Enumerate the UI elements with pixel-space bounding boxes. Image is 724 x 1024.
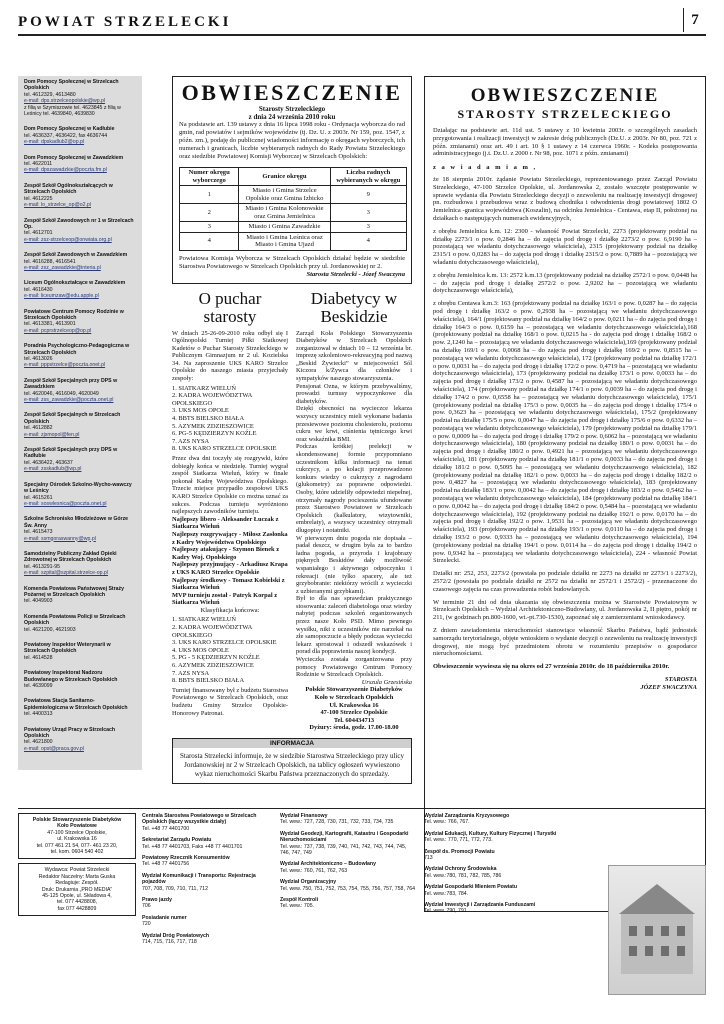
contact-group (280, 879, 416, 892)
contact-dept: Wydział Geodezji, Kartografii, Katastru i Gospodarki Nieruchomościami (280, 830, 409, 844)
list-item (24, 79, 136, 117)
obwieszczenie2-subtitle: STAROSTY STRZELECKIEGO (457, 107, 673, 121)
institution-phone: tel. 4613381, 4613901 (24, 321, 76, 328)
list-item (24, 586, 136, 605)
publisher-box (18, 863, 136, 916)
institution-phone: tel. 4615261 (24, 494, 53, 501)
list-item (24, 412, 136, 438)
team-item: 2. KADRA WOJEWÓDZTWA OPOLSKIEGO (172, 392, 252, 407)
contact-group (424, 813, 564, 826)
institution-phone: tel. 4615473 (24, 529, 53, 536)
obwieszczenie-road (424, 76, 706, 915)
institution-email: e-mail: pppstrzelce@poczta.onet.pl (24, 362, 106, 369)
diabetycy-p7: Wycieczka została zorganizowana przy pomocy Powiatowego Centrum Pomocy Rodzinie w Strzelcach Opolskich. (296, 656, 412, 679)
contact-group (142, 933, 270, 946)
list-item (24, 309, 136, 335)
diabetycy-hours: Dyżury: środa, godz. 17.00-18.00 (309, 724, 399, 732)
publisher-line: Wydawca: Powiat Strzelecki (44, 867, 110, 874)
publisher-line: Redaktor Naczelny: Marta Guska (38, 873, 116, 880)
institution-email: e-mail: pcprstrzelceop@op.pl (24, 327, 92, 334)
list-item (24, 252, 136, 271)
institution-email: e-mail: opst@praca.gov.pl (24, 745, 84, 752)
list-item (24, 614, 136, 633)
team-item: 6. PG-5 KĘDZIERZYN KOŹLE (172, 430, 257, 438)
table-row (180, 186, 407, 204)
institution-name: Zespół Szkół Zawodowych nr 1 w Strzelcach Op. (24, 217, 134, 230)
table-cell: 2 (180, 204, 239, 222)
contact-group (280, 813, 416, 826)
table-cell: 9 (330, 186, 406, 204)
diabetycy-p3: Dzięki obecności na wycieczce lekarza wszyscy uczestnicy mieli wykonane badania przesiewowe poziomu cholesterolu, poziomu cukru we krwi, ciśnienia tętniczego krwi oraz wskaźnika BMI. (296, 405, 412, 443)
list-item (24, 482, 136, 508)
districts-table (179, 167, 407, 251)
team-item: 8. UKS KARO STRZELCE OPOLSKIE (172, 445, 277, 453)
contact-dept: Wydział Komunikacji i Transportu: Rejestracja pojazdów (142, 872, 256, 886)
obwieszczenie2-p4: z obrębu Jemielnica k.m. 13: 2572 k.m.13 (projektowany podział na działkę 2572/1 o pow. 0,0448 ha – do zajęcia pod drogę i działkę 2572/2 o pow. 2,9202 ha – pozostającą we władaniu dotychczasowego właściciela), (433, 271, 697, 295)
list-item (24, 516, 136, 542)
institution-email: e-mail: zsz_zawadzkie@interia.pl (24, 264, 101, 271)
contact-group (142, 855, 270, 868)
list-item (24, 447, 136, 473)
list-item (24, 378, 136, 404)
team-item: 7. AZS NYSA (172, 437, 210, 445)
obwieszczenie2-p7: W terminie 21 dni od dnia ukazania się obwieszczenia można w Starostwie Powiatowym w Strzelcach Opolskich – Wydział Architektoniczno-Budowlany, ul. Jordanowska 2, II piętro, pokój nr 211, (w godzinach pn.800-1600, wt.-pt.730-1530), zapoznać się z zamierzeniami wnioskodawcy. (433, 598, 697, 622)
contact-dept: Centrala Starostwa Powiatowego w Strzelcach Opolskich (łączy wszystkie działy) (142, 813, 257, 826)
classification-item: 5. PG - 5 KĘDZIERZYN KOŹLE (172, 654, 260, 662)
institution-phone: tel. 4049903 (24, 598, 53, 605)
diabetycy-street: Ul. Krakowska 16 (329, 701, 379, 709)
obwieszczenie2-p9: Obwieszczenie wywiesza się na okres od 27 września 2010r. do 18 października 2010r. (433, 663, 670, 671)
contact-group (424, 884, 564, 897)
contact-dept: Zespół Kontroli (280, 897, 319, 904)
obwieszczenie2-sign-role: STAROSTA (664, 676, 697, 683)
institution-phone: tel. 4616430 (24, 286, 53, 293)
institution-email: e-mail: zss_zawadzkie@poczta.onet.pl (24, 397, 114, 404)
table-header-cell: Numer okręgu wyborczego (180, 168, 239, 186)
obwieszczenie2-sign-name: JÓZEF SWACZYNA (640, 683, 697, 691)
diabetycy-p2: Pensjonat Ozna, w którym przebywaliśmy, prowadzi turnusy wypoczynkowe dla diabetyków. (296, 382, 412, 405)
publisher-line: Redagiuje: Zespół. (55, 880, 99, 887)
contact-dept: Prawo jazdy (142, 897, 172, 904)
institution-email: e-mail: szpital@szpital.strzelce-op.pl (24, 570, 108, 577)
contact-group (424, 849, 564, 862)
obwieszczenie2-p2: że 18 sierpnia 2010r. żądanie Powiatu Strzeleckiego, reprezentowanego przez Zarząd Powiatu Strzeleckiego, 47-100 Strzelce Opolskie, ul. Jordanowska 2, zostało wszczęte postępowanie w sprawie wydania dla Powiatu Strzeleckiego decyzji o zezwoleniu na realizację inwestycji drogowej pn. rozbudowa i przebudowa wraz z budową chodnika i odwodnienia drogi powiatowej 1802 O Jemielnica -granica województwa (Koszalin), na odcinku Jemielnica - Centawa, etap II, położonej na działkach o następujących numerach ewidencyjnych, (433, 175, 697, 222)
institution-name: Dom Pomocy Społecznej w Kadłubie (24, 126, 115, 133)
contact-dept: Wydział Organizacyjny (280, 879, 337, 886)
institution-phone: tel. 4622011 (24, 161, 53, 168)
list-item (24, 155, 136, 174)
award-item: Najlepszy rozgrywający - Miłosz Zasłonka z Kadry Województwa Opolskiego (172, 530, 288, 546)
puchar-title: O puchar starosty (198, 288, 262, 326)
obwieszczenie2-p8: Z dniem zawiadomienia nieruchomości stanowiące własność Skarbu Państwa, bądź jednostek samorządu terytorialnego, objęte wnioskiem o wydanie decyzji o zezwoleniu na realizację inwestycji drogowej, nie mogą być przedmiotem obrotu w rozumieniu przepisów o gospodarce nieruchomościami. (433, 627, 697, 658)
contacts-column-b (280, 813, 416, 915)
obwieszczenie-election (172, 76, 412, 284)
awards-list (172, 516, 288, 607)
classification-title: Klasyfikacja końcowa: (200, 606, 260, 614)
obwieszczenie2-p6: Działki nr: 252, 253, 2273/2 (powstała po podziale działki nr 2273 na działki nr 2273/1 i 2273/2), 2572/2 (powstała po podziale działki nr 2572 na działki nr 2572/1 i 2572/2) - przeznaczone do czasowego zajęcia na czas prowadzenia robót budowlanych. (433, 570, 697, 593)
table-header-cell: Liczba radnych wybieranych w okręgu (330, 168, 406, 186)
institution-name: Liceum Ogólnokształcące w Zawadzkiem (24, 280, 126, 287)
diabetycy-p6: Był to dla nas sprawdzian praktycznego stosowania: zaleceń diabetologa oraz wiedzy nabytej podczas szkoleń organizowanych przez nasze Koło PSD. Mimo pewnego wysiłku, nikt z uczestników nie narzekał na złe samopoczucie a błędy podczas wycieczki lekarz sprostował i odszedł wskazówek i porad dla poprawienia naszej kondycji. (296, 595, 412, 656)
publisher-line: Druk: Drukarnia „PRO MEDIA” (41, 886, 113, 893)
contact-dept: Sekretariat Zarządu Powiatu (142, 837, 212, 844)
institution-name: Powiatowa Stacja Sanitarno-Epidemiologiczna w Strzelcach Opolskich (24, 698, 128, 711)
institution-email: e-mail: zjsmopol@fen.pl (24, 431, 80, 438)
contact-dept: Wydział Dróg Powiatowych (142, 932, 210, 939)
classification-item: 6. AZYMEK ZDZIESZOWICE (172, 662, 254, 670)
obwieszczenie2-p1: Działając na podstawie art. 11d ust. 5 ustawy z 10 kwietnia 2003r. o szczególnych zasadach przygotowania i realizacji inwestycji w zakresie dróg publicznych (Dz.U. z 2003r. Nr 80, poz. 721 z późn. zmianami) oraz art. 49 i art. 10 § 1 ustawy z 14 czerwca 1960r. - Kodeks postępowania administracyjnego (j.t. Dz.U. z 2000 r. Nr 98, poz. 1071 z późn. zmianami) (433, 127, 697, 158)
contact-phones: Tel. wew. 790, 791 (424, 908, 467, 915)
contact-phones: Tel. wew.: 705. (280, 903, 315, 910)
publisher-line: 45-125 Opole, ul. Składowa 4, (42, 893, 112, 900)
contact-phones: Tel. wew.: 770, 771, 772, 773. (424, 837, 493, 844)
institution-name: Powiatowy Urząd Pracy w Strzelcach Opolskich (24, 726, 116, 740)
institution-name: Powiatowe Centrum Pomocy Rodzinie w Strzelcach Opolskich (24, 308, 124, 321)
contact-group (424, 831, 564, 844)
contacts-footer (18, 808, 706, 1013)
team-item: 1. SIATKARZ WIELUŃ (172, 384, 236, 392)
informacja-body: Starosta Strzelecki informuje, że w siedzibie Starostwa Strzeleckiego przy ulicy Jordanowskiej nr 2 w Strzelcach Opolskich, na tablicy ogłoszeń wywieszono wykaz nieruchomości Skarbu Państwa przeznaczonych do sprzedaży. (180, 751, 404, 778)
contact-dept: Wydział Zarządzania Kryzysowego (424, 813, 510, 819)
obwieszczenie-footer: Powiatowa Komisja Wyborcza w Strzelcach Opolskich działać będzie w siedzibie Starostwa Powiatowego w Strzelcach Opolskich przy ul. Jordanowskiej nr 2. (179, 254, 405, 270)
contact-dept: Wydział Architektoniczno – Budowlany (280, 861, 376, 868)
institution-name: Zespół Szkół Zawodowych w Zawadzkiem (24, 252, 128, 259)
institution-phone: tel. 4616288, 4616541 (24, 258, 76, 265)
obwieszczenie-body: Na podstawie art. 139 ustawy z dnia 16 lipca 1998 roku - Ordynacja wyborcza do rad gmin, rad powiatów i sejmików województw (tj. Dz. U. z 2003r. Nr 159, poz. 1547, z późn. zm.), podaję do publicznej wiadomości informację o okręgach wyborczych, ich numerach i granicach, liczbie wybieranych radnych do Rady Powiatu Strzeleckiego oraz siedzibie Powiatowej Komisji Wyborczej w Strzelcach Opolskich: (179, 121, 405, 160)
informacja-title: INFORMACJA (173, 739, 411, 748)
contact-dept: Wydział Inwestycji i Zarządzania Funduszami (424, 902, 536, 909)
institution-name: Specjalny Ośrodek Szkolno-Wycho-wawczy w Leśnicy (24, 481, 132, 495)
middle-column (172, 76, 412, 784)
diabetycy-org: Polskie Stowarzyszenie Diabetyków (305, 686, 403, 694)
contact-dept: Wydział Gospodarki Mieniem Powiatu (424, 884, 518, 891)
institution-name: Zespół Szkół Ogólnokształcących w Strzelcach Opolskich (24, 182, 113, 196)
psd-line: ul. Krakowska 16 (57, 836, 97, 843)
contact-phones: Tel. wew.:783, 784. (424, 890, 469, 897)
obwieszczenie2-title: OBWIESZCZENIE (470, 85, 660, 106)
team-item: 5. AZYMEK ZDZIESZOWICE (172, 422, 254, 430)
institution-name: Szkolne Schronisko Młodzieżowe w Górze Św. Anny (24, 516, 129, 529)
institution-phone: tel. 4639099 (24, 683, 53, 690)
obwieszczenie-signature: Starosta Strzelecki - Józef Swaczyna (306, 270, 405, 278)
contacts-column-c (424, 813, 564, 920)
table-cell: 3 (330, 204, 406, 222)
puchar-body: Przez dwa dni toczyły się rozgrywki, które dobiegły końca w niedzielę. Turniej wygrał zespół Siatkarza Wieluń, który w finale pokonał Kadrę Województwa Opolskiego. Trzecie miejsce przypadło zespołowi UKS KARO Strzelce Opolskie co można uznać za sukces. Podczas turnieju wyróżniono najlepszych zawodników turnieju. (172, 455, 288, 516)
institutions-sidebar (18, 76, 142, 770)
award-item: Najlepszy libero - Aleksander Łuczak z Siatkarza Wieluń (172, 515, 279, 531)
institution-name: Powiatowy Inspektorat Nadzoru Budowlanego w Strzelcach Opolskich (24, 670, 118, 683)
diabetycy-p1: Zarząd Koła Polskiego Stowarzyszenia Diabetyków w Strzelcach Opolskich zorganizował w dniach 10 – 12 września br. imprezę szkoleniowo-rekreacyjną pod nazwą „Beskid Żywiecki” w miejscowości Sól Kiczora k/Żywca dla członków i sympatyków naszego stowarzyszenia. (296, 329, 412, 383)
institution-email: e-mail: liceumzaw@edu.apple.pl (24, 293, 99, 300)
table-row (180, 232, 407, 250)
table-cell: 3 (180, 222, 239, 233)
contact-phones: Tel. wew.: 737, 738, 739, 740, 741, 742, 743, 744, 745, 746, 747, 749 (280, 843, 407, 857)
informacja-box (172, 738, 412, 784)
institution-phone: tel. 4612882 (24, 425, 53, 432)
puchar-intro: W dniach 25-26-09-2010 roku odbył się I Ogólnopolski Turniej Piłki Siatkowej Kadetów o Puchar Starosty Strzeleckiego w Publicznym Gimnazjum nr 2 ul. Kozielska 34. Na zaproszenie UKS KARO Strzelce Opolskie do naszego miasta przyjechały zespoły: (172, 329, 288, 383)
building-photo (608, 865, 706, 995)
obwieszczenie-title: OBWIESZCZENIE (181, 80, 403, 105)
classification-item: 1. SIATKARZ WIELUŃ (172, 616, 236, 624)
institution-phone: tel. 4612225 (24, 195, 53, 202)
institution-name: Zespół Szkół Specjalnych przy DPS w Zawadzkiem (24, 377, 118, 391)
contact-phones: 706 (142, 903, 151, 910)
contact-phones: 720 (142, 921, 151, 928)
publisher-line: tel. 077 4428808, (56, 899, 98, 906)
obwieszczenie-subtitle: Starosty Strzeleckiego (258, 105, 326, 113)
table-cell: Miasto i Gmina Leśnica oraz Miasto i Gmina Ujazd (239, 232, 330, 250)
puchar-article (172, 290, 288, 732)
institution-email: e-mail: dpskadlub2@op.pl (24, 139, 85, 146)
contacts-column-a (142, 813, 270, 951)
table-cell: Miasto i Gmina Zawadzkie (239, 222, 330, 233)
contact-dept: Wydział Ochrony Środowiska (424, 866, 497, 873)
institution-email: e-mail: dps.strzelceopolskie@wp.pl (24, 98, 106, 105)
institution-phone: tel. 4613026 (24, 356, 53, 362)
obwieszczenie2-p3: z obrębu Jemielnica k.m. 12: 2300 - własność Powiat Strzelecki, 2273 (projektowany podział na działkę 2273/1 o pow. 0,2846 ha – do zajęcia pod drogę i działkę 2273/2 o pow. 6,9190 ha – pozostającą we władaniu dotychczasowego właściciela), 2315 (projektowany podział na działkę 2315/1 o pow. 0,0283 ha – do zajęcia pod drogę i działkę 2315/2 o pow. 0,7889 ha – pozostającą we władaniu dotychczasowego właściciela), (433, 227, 697, 266)
list-item (24, 343, 136, 369)
table-cell: Miasto i Gmina Strzelce Opolskie oraz Gmina Izbicko (239, 186, 330, 204)
institution-name: Zespół Szkół Specjalnych przy DPS w Kadłubie (24, 447, 118, 460)
institution-name: Powiatowy Inspektor Weterynarii w Strzelcach Opolskich (24, 642, 111, 655)
contact-group (142, 873, 270, 892)
table-header-cell: Granice okręgu (239, 168, 330, 186)
institution-phone: tel. 4621800 (24, 739, 53, 746)
contact-group (424, 902, 564, 915)
contact-dept: Zespół ds. Promocji Powiatu (424, 848, 495, 855)
table-cell: 3 (330, 222, 406, 233)
institution-email: e-mail: lo_strzelce_op@o2.pl (24, 202, 91, 209)
contact-phones: Tel. +48 77 4401703, Faks +48 77 4401701 (142, 843, 243, 850)
institution-phone: tel. 4621200, 4621903 (24, 626, 76, 633)
contact-group (424, 866, 564, 879)
psd-line: 47-100 Strzelce Opolskie, (47, 829, 107, 836)
institution-name: Samodzielny Publiczny Zakład Opieki Zdrowotnej w Strzelcach Opolskich (24, 550, 117, 564)
page-header (18, 12, 706, 36)
award-item: Najlepszy przyjmujący - Arkadiusz Krapa z UKS KARO Strzelce Opolskie (172, 561, 288, 576)
publisher-line: fax 077 4428809 (57, 905, 97, 912)
diabetycy-article (296, 290, 412, 732)
list-item (24, 727, 136, 753)
diabetycy-p4: Podczas krótkiej prelekcji w skondensowanej formie przypomniano uczestnikom kilka informacji na temat cukrzycy, a po kolacji przeprowadzono konkurs wiedzy o cukrzycy z nagrodami (glukometry) za poprawne odpowiedzi. Osoby, które udzieliły odpowiedzi niepełnej, otrzymały nagrody pocieszenia ufundowane przez Starostwo Powiatowe w Strzelcach Opolskich (kalkulatory, wizytowniki, embrelaty), a wszyscy uczestnicy otrzymali dlugopisy i notatniki. (296, 443, 412, 534)
contact-dept: Wydział Edukacji, Kultury, Kultury Fizycznej i Turystki (424, 830, 557, 837)
table-row (180, 204, 407, 222)
contact-dept: Posiadanie numer (142, 914, 187, 921)
institution-name: Dom Pomocy Społecznej w Zawadzkiem (24, 154, 124, 161)
contact-phones: Tel. wew.:780, 781, 782, 785, 786 (424, 872, 502, 879)
list-item (24, 126, 136, 145)
contact-dept: Powiatowy Rzecznik Konsumentów (142, 855, 230, 862)
contact-phones: Tel. wew.: 727, 728, 730, 731, 732, 733, 734, 735 (280, 819, 394, 826)
institution-email: e-mail: zsskadlub@wp.pl (24, 466, 82, 473)
contact-phones: 707, 708, 709, 710, 711, 712 (142, 885, 208, 892)
institution-name: Poradnia Psychologiczno-Pedagogiczna w Strzelcach Opolskich (24, 343, 130, 356)
table-cell: Miasto i Gmina Kolonowskie oraz Gmina Jemielnica (239, 204, 330, 222)
contact-group (142, 915, 270, 928)
list-item (24, 280, 136, 299)
diabetycy-branch: Koło w Strzelcach Opolskich (314, 694, 394, 701)
table-cell: 4 (180, 232, 239, 250)
contact-group (142, 813, 270, 832)
institution-phone: tel. 4614528 (24, 654, 53, 661)
institution-phone: tel. 4400313 (24, 711, 53, 718)
obwieszczenie2-zawiadamiam: z a w i a d a m i a m , (433, 164, 538, 172)
diabetycy-city: 47-100 Strzelce Opolskie (320, 709, 388, 717)
psd-line: Polskie Stowarzyszenie Diabetyków (32, 817, 122, 823)
table-cell: 1 (180, 186, 239, 204)
page-title: POWIAT STRZELECKI (18, 14, 232, 30)
classification-item: 2. KADRA WOJEWÓDZTWA OPOLSKIEGO (172, 624, 252, 639)
psd-contact-box (18, 813, 136, 859)
diabetycy-title: Diabetycy w Beskidzie (310, 288, 398, 326)
teams-list (172, 385, 288, 453)
obwieszczenie-date: z dnia 24 września 2010 roku (248, 113, 336, 121)
institution-email: e-mail: dpszawadzkie@poczta.fm.pl (24, 167, 107, 174)
contact-group (142, 837, 270, 850)
award-item: MVP turnieju został - Patryk Korpal z Siatkarza Wieluń (172, 591, 278, 607)
award-item: Najlepszy środkowy - Tomasz Kobielski z Siatkarza Wieluń (172, 576, 285, 592)
list-item (24, 670, 136, 689)
institution-phone: tel. 4636422, 463637 (24, 459, 73, 466)
team-item: 3. UKS MOS OPOLE (172, 407, 229, 415)
final-classification (172, 616, 288, 684)
institution-phone: tel. 4620046, 4616049, 4620049 (24, 390, 99, 397)
list-item (24, 642, 136, 661)
list-item (24, 551, 136, 577)
psd-line: Koło Powiatowe (57, 823, 97, 830)
contact-group (280, 831, 416, 857)
institution-name: Komenda Powiatowa Policji w Strzelcach Opolskich (24, 613, 126, 627)
list-item (24, 183, 136, 209)
classification-item: 7. AZS NYSA (172, 669, 210, 677)
page-number: 7 (683, 8, 706, 32)
contact-phones: Tel. wew.: 760, 761, 762, 763 (280, 867, 348, 874)
table-row (180, 222, 407, 233)
institution-phone: tel. 4613291-95 (24, 563, 61, 570)
institution-extra: z filią w Szymiszowie tel. 4623845 z filią w Leśnicy tel. 4639840, 4639830 (24, 104, 121, 118)
diabetycy-phone: Tel. 604434713 (333, 716, 375, 724)
contact-group (142, 897, 270, 910)
contact-phones: 714, 715, 716, 717, 718 (142, 939, 197, 946)
classification-item: 4. UKS MOS OPOLE (172, 646, 229, 654)
list-item (24, 218, 136, 244)
team-item: 4. BBTS BIELSKO BIAŁA (172, 415, 245, 423)
contact-phones: Tel. wew. 750, 751, 752, 753, 754, 755, 756, 757, 758, 764 (280, 885, 415, 892)
institution-name: Zespół Szkół Specjalnych w Strzelcach Opolskich (24, 412, 121, 425)
contact-group (280, 897, 416, 910)
institution-email: e-mail: soswlesnica@poczta.onet.pl (24, 500, 107, 507)
award-item: Najlepszy atakujący - Szymon Bienek z Kadry Woj. Opolskiego (172, 546, 280, 561)
contact-phones: Tel. +48 77 4401700 (142, 825, 190, 832)
institution-email: e-mail: ssmgoraswanny@wp.pl (24, 535, 96, 542)
psd-line: tel. 077 461 21 54, 077- 461 23 20, (36, 842, 118, 849)
puchar-outro: Turniej finansowany był z budżetu Starostwa Powiatowego w Strzelcach Opolskich, oraz budżetu Gminy Strzelce Opolskie- Honorowy Patronat. (172, 686, 288, 717)
institution-phone: tel. 4612701 (24, 230, 53, 237)
classification-item: 3. UKS KARO STRZELCE OPOLSKIE (172, 639, 277, 647)
institution-phone: tel. 4636337, 4636422, fax 4636744 (24, 132, 108, 139)
psd-line: tel. kom. 0604 540 402 (50, 849, 104, 856)
contact-phones: Tel. wew.: 766, 767. (424, 819, 470, 826)
institution-phone: tel. 4612329, 4613480 (24, 91, 76, 98)
diabetycy-p5: W pierwszym dniu pogoda nie dopisała – padał deszcz, w drugim była za to bardzo ładna pogoda, a przyroda i krajobrazy pięknych Beskidów dały możliwość wspaniałego i aktywnego odpoczynku i rekreacji (nie tylko spacery, ale też grzybobranie: niektórzy wrócili z wycieczki z uzbieranymi grzybkami). (296, 534, 412, 595)
institution-name: Dom Pomocy Społecznej w Strzelcach Opolskich (24, 79, 119, 92)
contact-phones: Tel. +48 77 4401756 (142, 861, 190, 868)
contact-phones: 713 (424, 855, 433, 862)
institution-name: Komenda Powiatowa Państwowej Straży Pożarnej w Strzelcach Opolskich (24, 585, 125, 598)
contact-group (280, 861, 416, 874)
classification-item: 8. BBTS BIELSKO BIAŁA (172, 677, 245, 685)
list-item (24, 698, 136, 717)
contact-dept: Wydział Finansowy (280, 813, 328, 819)
diabetycy-author: Urszula Grzesińska (361, 678, 412, 686)
table-cell: 4 (330, 232, 406, 250)
obwieszczenie2-p5: z obrębu Centawa k.m.3: 163 (projektowany podział na działkę 163/1 o pow. 0,0287 ha – do zajęcia pod drogę i działkę 163/2 o pow. 0,2938 ha – pozostającą we władaniu dotychczasowego właściciela), 164/1 (projektowany podział na działkę 164/2 o pow. 0,0211 ha – do zajęcia pod drogę i działkę 164/3 o pow. 0,6159 ha – pozostającą we władaniu dotychczasowego właściciela),168 (projektowany podział na działkę 168/1 o pow. 0,0215 ha - do zajęcia pod drogę i działkę 168/2 o pow. 2,1240 ha – pozostającą we władaniu dotychczasowego właściciela),169 (projektowany podział na działkę 169/1 o pow. 0,0068 ha – do zajęcia pod drogę i działkę 169/2 o pow. 0,8515 ha – pozostającą we władaniu dotychczasowego właściciela), 172 (projektowany podział na działkę 172/1 o pow. 0,0031 ha – do zajęcia pod drogę i działkę 172/2 o pow. 0,4719 ha – pozostającą we władaniu dotychczasowego właściciela), 173 (projektowany podział na działkę 173/1 o pow. 0,0033 ha – do zajęcia pod drogę i działkę 173/2 o pow. 0,4587 ha – pozostającą we władaniu dotychczasowego właściciela), 174 (projektowany podział na działkę 174/1 o pow. 0,0039 ha – do zajęcia pod drogę i działkę 174/2 o pow. 0,6558 ha – pozostającą we władaniu dotychczasowego właściciela), 175/1 (projektowany podział na działkę 175/3 o pow. 0,0035 ha – do zajęcia pod drogę i działkę 175/4 o pow. 0,3623 ha – pozostającą we władaniu dotychczasowego właściciela), 175/2 (projektowany podział na działkę 175/5 o pow. 0,0047 ha – do zajęcia pod drogę i działkę 175/6 o pow. 0,6332 ha – pozostającą we władaniu dotychczasowego właściciela), 179 (projektowany podział na działkę 179/1 o pow. 0,0009 ha – do zajęcia pod drogę i działkę 179/2 o pow. 0,6062 ha – pozostającą we władaniu dotychczasowego właściciela), 180 (projektowany podział na działkę 180/1 o pow. 0,0031 ha – do zajęcia pod drogę i działkę 180/2 o pow. 0,4921 ha – pozostającą we władaniu dotychczasowego właściciela), 181 (projektowany podział na działkę 181/1 o pow. 0,0033 ha – do zajęcia pod drogę i działkę 181/2 o pow. 0,5095 ha – pozostającą we władaniu dotychczasowego właściciela), 182 (projektowany podział na działkę 182/1 o pow. 0,0033 ha – do zajęcia pod drogę i działkę 182/2 o pow. 0,4827 ha – pozostającą we władaniu dotychczasowego właściciela), 183 (projektowany podział na działkę 183/1 o pow. 0,0042 ha – do zajęcia pod drogę i działkę 183/2 o pow. 0,5462 ha – pozostającą we władaniu dotychczasowego właściciela), 184 (projektowany podział na działkę 184/1 o pow. 0,0042 ha – do zajęcia pod drogę i działkę 184/2 o pow. 0,5484 ha – pozostającą we władaniu dotychczasowego właściciela), 192 (projektowany podział na działkę 192/1 o pow. 0,0170 ha – do zajęcia pod drogę i działkę 192/2 o pow. 1,9531 ha – pozostającą we władaniu dotychczasowego właściciela), 193 (projektowany podział na działkę 193/1 o pow. 0,0110 ha – do zajęcia pod drogę i działkę 193/2 o pow. 0,9333 ha – pozostającą we władaniu dotychczasowego właściciela), 194 (projektowany podział na działkę 194/1 o pow. 0,0114 ha – do zajęcia pod drogę i działkę 194/2 o pow. 0,9342 ha – pozostającą we władaniu dotychczasowego właściciela), 224 - własność Powiat Strzelecki. (433, 300, 697, 565)
institution-email: e-mail: zsz-strzelceop@onwiata.org.pl (24, 236, 112, 243)
